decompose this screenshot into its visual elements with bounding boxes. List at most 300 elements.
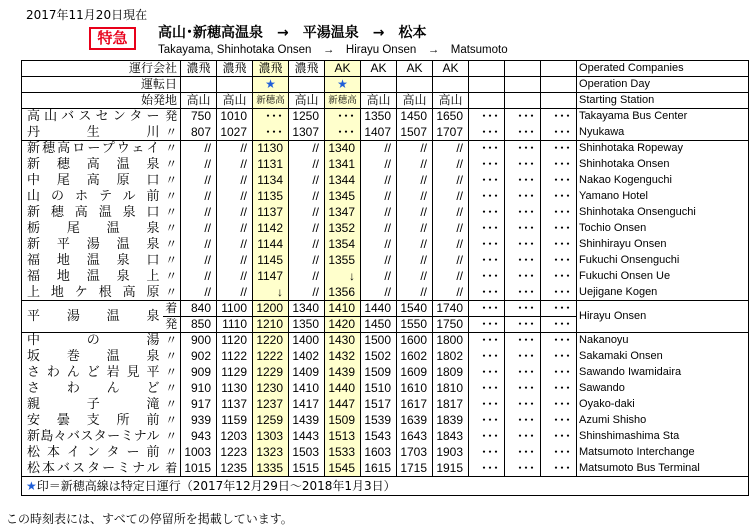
time-cell: // [433,269,469,285]
station-name-en: Nakao Kogenguchi [577,173,749,189]
stop-mark: 発 [163,317,181,333]
time-cell: 1750 [433,317,469,333]
starting-station-cell: 高山 [181,93,217,109]
stop-row [22,253,749,269]
time-cell: // [217,253,253,269]
stop-row [22,205,749,221]
time-cell: // [181,269,217,285]
station-name-text: 新穂高ロープウェイ [27,141,160,157]
time-cell: 750 [181,109,217,125]
time-cell: 1603 [361,445,397,461]
time-cell: // [397,237,433,253]
station-name-en: Fukuchi Onsen Ue [577,269,749,285]
stop-mark: 〃 [165,253,178,267]
company-cell [505,61,541,77]
header-label: 始発地 [22,93,181,109]
time-cell: ･･･ [505,461,541,477]
operation-day-cell [505,77,541,93]
stop-row [22,237,749,253]
time-cell: ･･･ [469,381,505,397]
time-cell: ･･･ [505,253,541,269]
stop-mark: 〃 [165,237,178,251]
time-cell: ･･･ [541,381,577,397]
time-cell: ･･･ [325,125,361,141]
station-name-text: さわんど [27,381,160,396]
company-cell: 濃飛 [289,61,325,77]
time-cell: 1545 [325,461,361,477]
time-cell: 1222 [253,349,289,365]
time-cell: 1843 [433,429,469,445]
time-cell: 850 [181,317,217,333]
time-cell: ↓ [325,269,361,285]
time-cell: ･･･ [505,141,541,157]
operation-day-cell [397,77,433,93]
stop-mark: 〃 [163,333,181,349]
time-cell: // [217,157,253,173]
station-name-text: 中尾高原口 [27,173,160,188]
operation-day-cell [289,77,325,93]
time-cell: 1439 [289,413,325,429]
time-cell: // [181,205,217,221]
station-name-en: Shinshimashima Sta [577,429,749,445]
time-cell: 1643 [397,429,433,445]
time-cell: ･･･ [469,237,505,253]
station-name-text: さわんど岩見平 [27,365,160,380]
operation-day-cell [361,77,397,93]
time-cell: 1354 [325,237,361,253]
stop-row [22,157,749,173]
time-cell: ･･･ [469,125,505,141]
stop-mark: 〃 [165,269,178,283]
star-icon: ★ [265,77,276,91]
time-cell: 943 [181,429,217,445]
time-cell: // [361,237,397,253]
time-cell: ･･･ [469,461,505,477]
time-cell: ･･･ [541,141,577,157]
time-cell: 1130 [217,381,253,397]
time-cell: ･･･ [505,429,541,445]
time-cell: ･･･ [505,237,541,253]
time-cell: ･･･ [469,445,505,461]
time-cell: ･･･ [469,317,505,333]
english-header-label: Operation Day [577,77,749,93]
time-cell: ･･･ [505,333,541,349]
time-cell: // [433,253,469,269]
time-cell: ･･･ [505,269,541,285]
company-cell: AK [433,61,469,77]
time-cell: 1617 [397,397,433,413]
stop-mark: 〃 [165,365,178,379]
stop-mark: 〃 [163,141,181,157]
stop-row [22,301,749,317]
operation-day-cell [253,77,289,93]
time-cell: 840 [181,301,217,317]
time-cell: // [217,189,253,205]
station-name-text: 上地ケ根高原 [27,284,160,300]
station-name-en: Matsumoto Bus Terminal [577,461,749,477]
station-name [22,157,163,173]
star-icon: ★ [26,478,37,493]
time-cell: 1439 [325,365,361,381]
time-cell: ･･･ [505,413,541,429]
time-cell: ･･･ [505,365,541,381]
time-cell: 1220 [253,333,289,349]
time-cell: 1513 [325,429,361,445]
time-cell: 1410 [325,301,361,317]
time-cell: 1809 [433,365,469,381]
time-cell: 1335 [253,461,289,477]
time-cell: ･･･ [541,173,577,189]
time-cell: 1817 [433,397,469,413]
time-cell: // [361,285,397,301]
time-cell: // [433,205,469,221]
time-cell: 1159 [217,413,253,429]
time-cell: ･･･ [505,173,541,189]
time-cell: 1510 [361,381,397,397]
time-cell: // [361,205,397,221]
station-name-text: 山のホテル前 [27,189,160,204]
starting-station-cell: 高山 [217,93,253,109]
footnote-row [22,477,749,496]
time-cell: 1507 [397,125,433,141]
time-cell: 1347 [325,205,361,221]
station-name-en: Shinhirayu Onsen [577,237,749,253]
station-name [22,109,163,125]
time-cell: 1230 [253,381,289,397]
time-cell: // [433,141,469,157]
time-cell: // [289,253,325,269]
time-cell: ･･･ [469,157,505,173]
english-header-label: Starting Station [577,93,749,109]
time-cell: // [289,141,325,157]
time-cell: 1120 [217,333,253,349]
station-name [22,381,163,397]
time-cell: 1533 [325,445,361,461]
starting-station-cell: 新穂高 [325,93,361,109]
station-name [22,397,163,413]
stop-row [22,141,749,157]
stop-row [22,397,749,413]
time-cell: ･･･ [505,189,541,205]
time-cell: 1210 [253,317,289,333]
time-cell: ･･･ [541,461,577,477]
time-cell: 1229 [253,365,289,381]
time-cell: ･･･ [505,205,541,221]
time-cell: ･･･ [505,221,541,237]
station-name-text: 親子滝 [27,397,160,412]
time-cell: ･･･ [541,333,577,349]
header-label: 運行会社 [22,61,181,77]
station-name [22,173,163,189]
stop-row [22,365,749,381]
station-name [22,461,163,477]
time-cell: ･･･ [541,397,577,413]
stop-mark: 〃 [165,284,178,299]
time-cell: ･･･ [541,205,577,221]
station-name [22,349,163,365]
time-cell: // [361,189,397,205]
time-cell: ･･･ [469,285,505,301]
stop-row [22,125,749,141]
route-subtitle: Takayama, Shinhotaka Onsen → Hirayu Onsen → Matsumoto [158,44,508,56]
time-cell: // [217,141,253,157]
time-cell: ･･･ [541,365,577,381]
stop-mark: 〃 [165,445,178,459]
time-cell: // [397,205,433,221]
stop-row [22,269,749,285]
station-name [22,445,163,461]
station-name-text: 栃尾温泉 [27,221,160,236]
station-name-en: Oyako-daki [577,397,749,413]
company-cell: 濃飛 [217,61,253,77]
station-name [22,333,163,349]
english-header-label: Operated Companies [577,61,749,77]
time-cell: ･･･ [541,413,577,429]
time-cell: 1915 [433,461,469,477]
time-cell: ･･･ [505,109,541,125]
time-cell: ･･･ [541,221,577,237]
station-name-en: Tochio Onsen [577,221,749,237]
time-cell: 1440 [325,381,361,397]
time-cell: // [217,285,253,301]
time-cell: 1610 [397,381,433,397]
timetable-header [22,61,749,109]
stop-row [22,173,749,189]
time-cell: // [217,173,253,189]
time-cell: 1223 [217,445,253,461]
stop-mark: 着 [163,301,181,317]
company-cell: 濃飛 [253,61,289,77]
starting-station-cell: 高山 [361,93,397,109]
time-cell: 1650 [433,109,469,125]
timetable-note: この時刻表には、すべての停留所を掲載しています。 [6,512,293,526]
time-cell: ･･･ [541,237,577,253]
time-cell: // [361,253,397,269]
time-cell: // [217,269,253,285]
time-cell: ･･･ [541,445,577,461]
time-cell: 1509 [325,413,361,429]
station-name [22,253,163,269]
operation-day-cell [217,77,253,93]
time-cell: ･･･ [469,173,505,189]
time-cell: 1340 [325,141,361,157]
time-cell: 1235 [217,461,253,477]
time-cell: 1144 [253,237,289,253]
time-cell: // [289,205,325,221]
starting-station-cell: 高山 [397,93,433,109]
stop-mark: 〃 [165,397,178,411]
company-cell [469,61,505,77]
company-cell [541,61,577,77]
timetable [21,60,749,496]
stop-row [22,381,749,397]
station-name-en: Hirayu Onsen [577,301,749,333]
station-name-en: Sawando Iwamidaira [577,365,749,381]
time-cell: 1303 [253,429,289,445]
time-cell: 1145 [253,253,289,269]
time-cell: // [289,285,325,301]
time-cell: 1543 [361,429,397,445]
stop-row [22,349,749,365]
time-cell: ･･･ [505,397,541,413]
time-cell: 1130 [253,141,289,157]
station-name [22,365,163,381]
time-cell: // [397,269,433,285]
stop-mark: 〃 [165,349,178,363]
time-cell: 1600 [397,333,433,349]
station-name-en: Yamano Hotel [577,189,749,205]
time-cell: 1810 [433,381,469,397]
time-cell: 939 [181,413,217,429]
time-cell: 1410 [289,381,325,397]
company-cell: AK [325,61,361,77]
starting-station-cell [469,93,505,109]
time-cell: // [217,237,253,253]
time-cell: 1509 [361,365,397,381]
time-cell: 910 [181,381,217,397]
time-cell: ･･･ [469,109,505,125]
time-cell: // [361,269,397,285]
time-cell: ･･･ [469,365,505,381]
time-cell: ･･･ [469,205,505,221]
starting-station-cell: 新穂高 [253,93,289,109]
time-cell: 1602 [397,349,433,365]
route-title: 高山･新穂高温泉 → 平湯温泉 → 松本 [158,25,427,41]
time-cell: 1903 [433,445,469,461]
time-cell: 1122 [217,349,253,365]
time-cell: // [289,237,325,253]
station-name-en: Azumi Shisho [577,413,749,429]
station-name-text: 松本インター前 [27,445,160,460]
operation-day-cell [469,77,505,93]
time-cell: 1450 [361,317,397,333]
time-cell: 1307 [289,125,325,141]
time-cell: // [361,157,397,173]
station-name-en: Nakanoyu [577,333,749,349]
stop-mark: 〃 [165,221,178,235]
company-cell: AK [361,61,397,77]
time-cell: // [289,269,325,285]
station-name-text: 福地温泉上 [27,269,160,284]
time-cell: // [181,221,217,237]
time-cell: ･･･ [469,333,505,349]
time-cell: ･･･ [505,349,541,365]
time-cell: 1703 [397,445,433,461]
time-cell: // [289,221,325,237]
time-cell: // [397,141,433,157]
time-cell: 1352 [325,221,361,237]
time-cell: 1344 [325,173,361,189]
time-cell: // [361,173,397,189]
stop-row [22,429,749,445]
time-cell: 1010 [217,109,253,125]
time-cell: 1110 [217,317,253,333]
time-cell: 1345 [325,189,361,205]
time-cell: 1517 [361,397,397,413]
stop-row [22,285,749,301]
time-cell: 1430 [325,333,361,349]
time-cell: ･･･ [469,349,505,365]
time-cell: // [181,237,217,253]
station-name [22,189,163,205]
time-cell: // [361,141,397,157]
time-cell: 1407 [361,125,397,141]
starting-station-cell [541,93,577,109]
station-name-en: Nyukawa [577,125,749,141]
time-cell: 1350 [289,317,325,333]
company-cell: AK [397,61,433,77]
station-name-text: 福地温泉口 [27,253,160,268]
station-name-text: 新穂高温泉口 [27,205,160,220]
time-cell: // [433,237,469,253]
time-cell: ･･･ [541,317,577,333]
time-cell: // [217,205,253,221]
time-cell: 1502 [361,349,397,365]
time-cell: ･･･ [505,445,541,461]
station-name-text: 坂巻温泉 [27,349,160,364]
time-cell: // [433,157,469,173]
station-name-text: 新平湯温泉 [27,237,160,252]
station-name-text: 中の湯 [27,333,160,349]
stop-mark: 〃 [165,157,178,171]
station-name-text: 高山バスセンター [27,109,160,125]
time-cell: 1800 [433,333,469,349]
time-cell: 1323 [253,445,289,461]
timetable-footer [22,477,749,496]
time-cell: 1003 [181,445,217,461]
time-cell: // [289,189,325,205]
time-cell: 1802 [433,349,469,365]
time-cell: ･･･ [505,285,541,301]
time-cell: 1142 [253,221,289,237]
time-cell: 1500 [361,333,397,349]
time-cell: // [397,253,433,269]
time-cell: // [397,173,433,189]
time-cell: ↓ [253,285,289,301]
stop-row [22,189,749,205]
time-cell: 1515 [289,461,325,477]
station-name [22,301,163,333]
stop-mark: 〃 [165,413,178,427]
time-cell: ･･･ [469,141,505,157]
operation-day-cell [181,77,217,93]
station-name-en: Shinhotaka Onsen [577,157,749,173]
time-cell: 1137 [253,205,289,221]
station-name [22,205,163,221]
station-name-en: Sakamaki Onsen [577,349,749,365]
time-cell: ･･･ [253,125,289,141]
station-name-en: Uejigane Kogen [577,285,749,301]
time-cell: ･･･ [469,429,505,445]
time-cell: // [397,189,433,205]
time-cell: 1503 [289,445,325,461]
time-cell: 1135 [253,189,289,205]
time-cell: ･･･ [541,189,577,205]
time-cell: 1539 [361,413,397,429]
time-cell: ･･･ [541,125,577,141]
time-cell: ･･･ [541,269,577,285]
time-cell: // [181,157,217,173]
time-cell: 1639 [397,413,433,429]
time-cell: 1237 [253,397,289,413]
time-cell: 900 [181,333,217,349]
time-cell: 1355 [325,253,361,269]
time-cell: ･･･ [469,189,505,205]
time-cell: 1250 [289,109,325,125]
time-cell: 1341 [325,157,361,173]
station-name-text: 新島々バスターミナル [27,429,160,444]
time-cell: 1340 [289,301,325,317]
